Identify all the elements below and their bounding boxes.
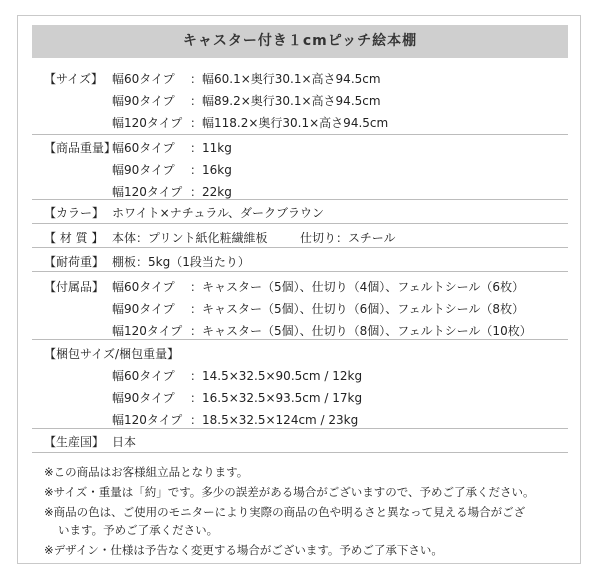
weight-value: ：11kg	[190, 141, 232, 155]
weight-label: 【商品重量】	[44, 141, 117, 155]
weight-type: 幅60タイプ	[112, 141, 175, 155]
weight-row	[112, 161, 232, 178]
origin-value: 日本	[112, 435, 137, 449]
package-value: ：14.5×32.5×90.5cm / 12kg	[190, 369, 363, 383]
size-type: 幅60タイプ	[112, 72, 175, 86]
accessories-row	[112, 300, 525, 317]
material-extra: 仕切り：スチール	[300, 231, 396, 245]
package-label: 【梱包サイズ/梱包重量】	[44, 347, 180, 361]
accessories-row	[112, 322, 532, 339]
note-item: ※サイズ・重量は「約」です。多少の誤差がある場合がございますので、予めご了承ください。	[44, 485, 535, 499]
material-label: 【 材 質 】	[44, 231, 104, 245]
note-item: ※デザイン・仕様は予告なく変更する場合がございます。予めご了承下さい。	[44, 543, 443, 557]
accessories-row	[112, 278, 525, 295]
divider	[32, 134, 568, 135]
weight-row	[112, 139, 232, 156]
note-item: います。予めご了承ください。	[58, 523, 219, 537]
divider	[32, 428, 568, 429]
package-value: ：16.5×32.5×93.5cm / 17kg	[190, 391, 363, 405]
divider	[32, 271, 568, 272]
size-row	[112, 92, 381, 109]
material-value: 本体：プリント紙化粧繊維板	[112, 231, 268, 245]
color-value: ホワイト×ナチュラル、ダークブラウン	[112, 206, 325, 220]
color-label: 【カラー】	[44, 206, 105, 220]
accessories-label: 【付属品】	[44, 280, 105, 294]
accessories-value: ：キャスター（5個）、仕切り（4個）、フェルトシール（6枚）	[190, 280, 525, 294]
size-label: 【サイズ】	[44, 72, 104, 86]
accessories-type: 幅120タイプ	[112, 324, 183, 338]
weight-type: 幅90タイプ	[112, 163, 175, 177]
accessories-type: 幅90タイプ	[112, 302, 175, 316]
package-type: 幅120タイプ	[112, 413, 183, 427]
weight-value: ：22kg	[190, 185, 232, 199]
load-label: 【耐荷重】	[44, 255, 105, 269]
origin-label: 【生産国】	[44, 435, 105, 449]
divider	[32, 223, 568, 224]
weight-row	[112, 183, 232, 200]
note-item: ※商品の色は、ご使用のモニターにより実際の商品の色や明るさと異なって見える場合がござ	[44, 505, 526, 519]
divider	[32, 452, 568, 453]
load-value: 棚板：5kg（1段当たり）	[112, 255, 250, 269]
package-row	[112, 389, 363, 406]
weight-type: 幅120タイプ	[112, 185, 183, 199]
package-type: 幅60タイプ	[112, 369, 175, 383]
spec-title: キャスター付き１cmピッチ絵本棚	[32, 25, 568, 58]
accessories-value: ：キャスター（5個）、仕切り（6個）、フェルトシール（8枚）	[190, 302, 525, 316]
size-value: ：幅89.2×奥行30.1×高さ94.5cm	[190, 94, 381, 108]
accessories-type: 幅60タイプ	[112, 280, 175, 294]
accessories-value: ：キャスター（5個）、仕切り（8個）、フェルトシール（10枚）	[190, 324, 532, 338]
package-row	[112, 367, 363, 384]
divider	[32, 247, 568, 248]
size-value: ：幅60.1×奥行30.1×高さ94.5cm	[190, 72, 381, 86]
package-value: ：18.5×32.5×124cm / 23kg	[190, 413, 359, 427]
package-row	[112, 411, 359, 428]
size-row	[112, 70, 381, 87]
size-type: 幅120タイプ	[112, 116, 183, 130]
size-value: ：幅118.2×奥行30.1×高さ94.5cm	[190, 116, 389, 130]
divider	[32, 339, 568, 340]
size-row	[112, 114, 389, 131]
note-item: ※この商品はお客様組立品となります。	[44, 465, 249, 479]
weight-value: ：16kg	[190, 163, 232, 177]
size-type: 幅90タイプ	[112, 94, 175, 108]
divider	[32, 199, 568, 200]
package-type: 幅90タイプ	[112, 391, 175, 405]
